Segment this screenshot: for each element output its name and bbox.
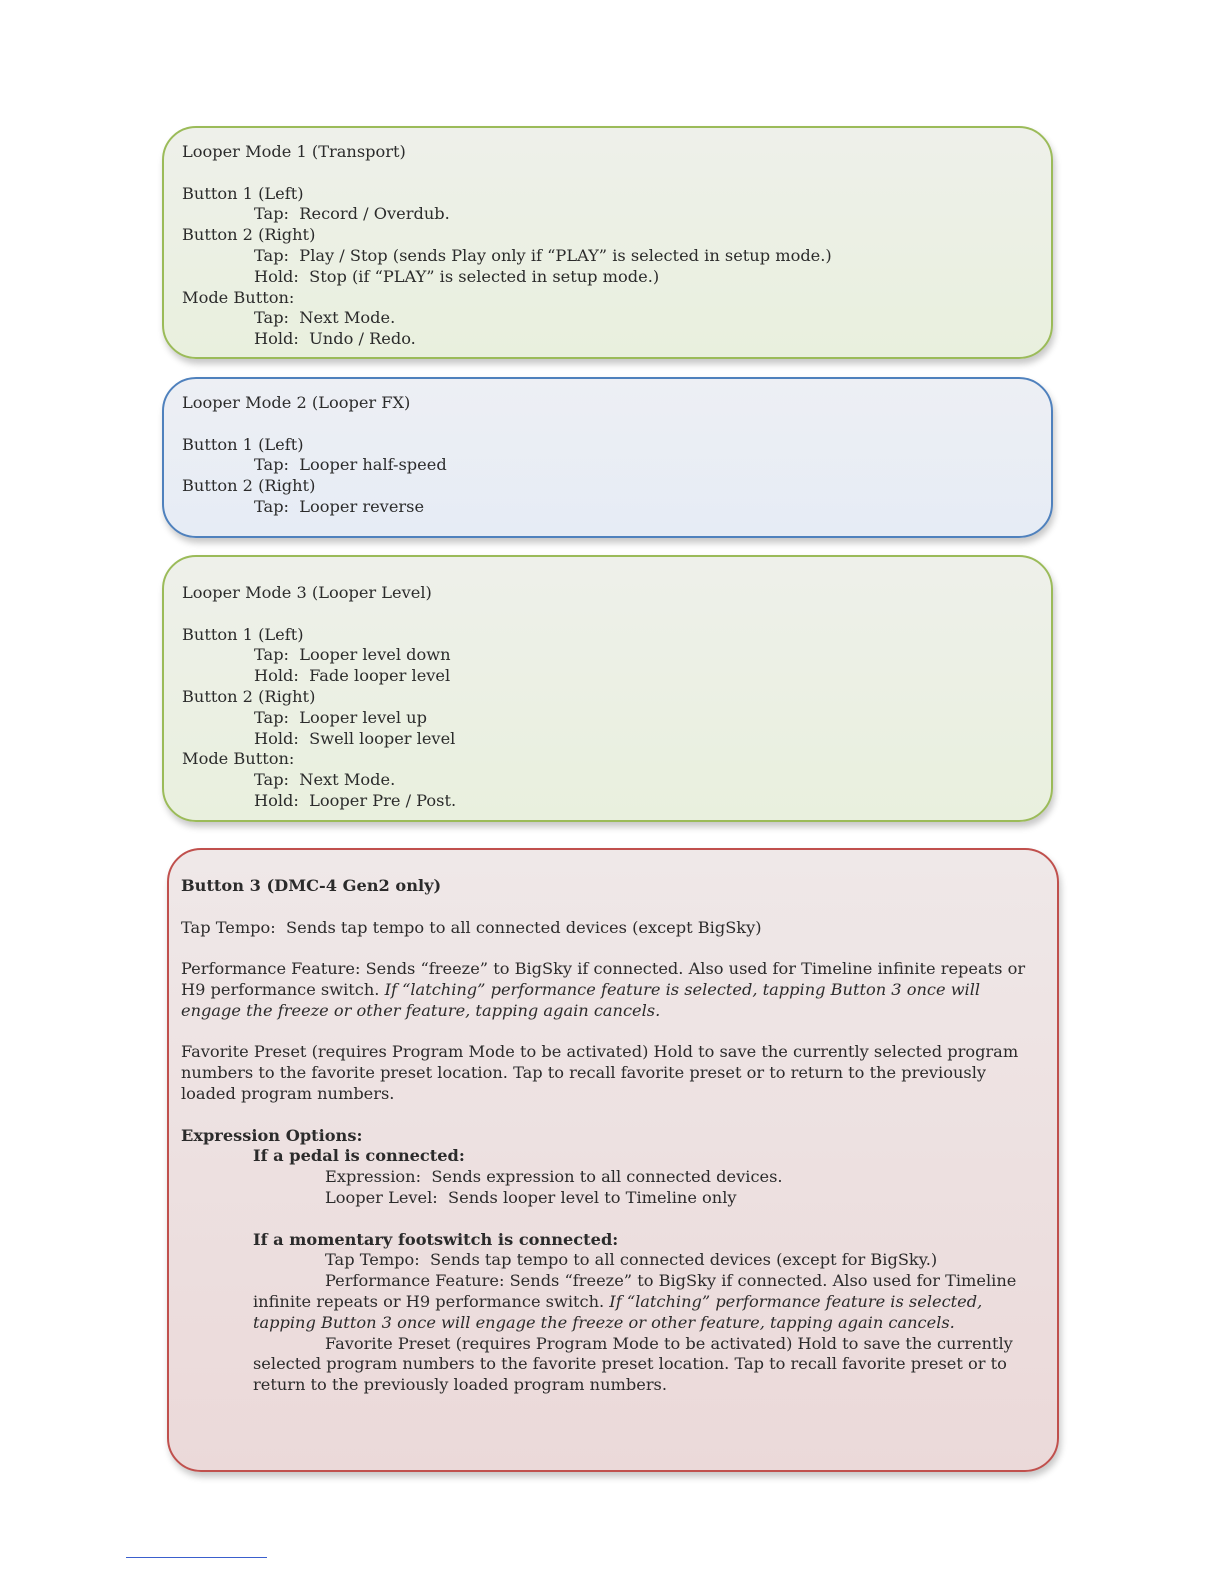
spacer bbox=[182, 163, 1033, 184]
spacer bbox=[181, 897, 1045, 918]
spacer bbox=[181, 1105, 1045, 1126]
mode-button-hold: Hold: Looper Pre / Post. bbox=[254, 790, 457, 810]
button-3-box bbox=[167, 848, 1059, 1472]
box-title: Looper Mode 1 (Transport) bbox=[182, 142, 406, 161]
button-2-hold: Hold: Swell looper level bbox=[254, 728, 456, 748]
button-1-hold: Hold: Fade looper level bbox=[254, 666, 451, 686]
mode-button-label: Mode Button: bbox=[182, 287, 295, 307]
pedal-expression-text: Expression: Sends expression to all connected devices. bbox=[325, 1167, 783, 1187]
button-2-label: Button 2 (Right) bbox=[182, 686, 316, 706]
pedal-looper-level-text: Looper Level: Sends looper level to Timeline only bbox=[325, 1187, 737, 1207]
button-1-label: Button 1 (Left) bbox=[182, 434, 304, 454]
box-title: Button 3 (DMC-4 Gen2 only) bbox=[181, 876, 442, 895]
spacer bbox=[181, 938, 1045, 959]
button-2-hold: Hold: Stop (if “PLAY” is selected in setup mode.) bbox=[254, 266, 660, 286]
expression-options-heading: Expression Options: bbox=[181, 1125, 363, 1145]
button-1-tap: Tap: Looper half-speed bbox=[254, 455, 447, 475]
footswitch-performance-normal: Performance Feature: Sends “freeze” to BigSky if connected. Also used for Timeline infinite repeats or H9 performance switch. bbox=[253, 1271, 1017, 1311]
performance-feature-text bbox=[181, 959, 1045, 1021]
looper-mode-1-box bbox=[162, 126, 1053, 359]
box-title: Looper Mode 2 (Looper FX) bbox=[182, 393, 411, 412]
mode-button-label: Mode Button: bbox=[182, 749, 295, 769]
looper-mode-2-box bbox=[162, 377, 1053, 538]
footswitch-performance-italic: If “latching” performance feature is selected, tapping Button 3 once will engage the freeze or other feature, tapping again cancels. bbox=[253, 1291, 983, 1332]
mode-button-hold: Hold: Undo / Redo. bbox=[254, 329, 416, 349]
mode-button-tap: Tap: Next Mode. bbox=[254, 308, 396, 328]
performance-feature-normal: Performance Feature: Sends “freeze” to BigSky if connected. Also used for Timeline infinite repeats or H9 performance switch. bbox=[181, 959, 1026, 999]
button-1-tap: Tap: Looper level down bbox=[254, 645, 451, 665]
spacer bbox=[182, 604, 1033, 625]
performance-feature-italic: If “latching” performance feature is selected, tapping Button 3 once will engage the freeze or other feature, tapping again cancels. bbox=[181, 979, 981, 1020]
spacer bbox=[181, 1022, 1045, 1043]
button-2-tap: Tap: Looper level up bbox=[254, 707, 427, 727]
footswitch-heading: If a momentary footswitch is connected: bbox=[253, 1229, 619, 1249]
button-2-label: Button 2 (Right) bbox=[182, 225, 316, 245]
pedal-heading: If a pedal is connected: bbox=[253, 1146, 465, 1166]
button-1-label: Button 1 (Left) bbox=[182, 624, 304, 644]
favorite-preset-text: Favorite Preset (requires Program Mode to be activated) Hold to save the currently selected program numbers to the favorite preset location. Tap to recall favorite preset or to return to the previously loaded program numbers. bbox=[181, 1042, 1019, 1103]
footswitch-favorite-text: Favorite Preset (requires Program Mode to be activated) Hold to save the currently selected program numbers to the favorite preset location. Tap to recall favorite preset or to return to the previously loaded program numbers. bbox=[253, 1333, 1013, 1395]
button-2-tap: Tap: Looper reverse bbox=[254, 496, 425, 516]
footswitch-tap-tempo-text: Tap Tempo: Sends tap tempo to all connected devices (except for BigSky.) bbox=[325, 1250, 938, 1270]
mode-button-tap: Tap: Next Mode. bbox=[254, 770, 396, 790]
box-title: Looper Mode 3 (Looper Level) bbox=[182, 583, 432, 602]
button-1-tap: Tap: Record / Overdub. bbox=[254, 204, 450, 224]
footnote-separator bbox=[126, 1557, 267, 1558]
spacer bbox=[182, 414, 1033, 435]
button-2-label: Button 2 (Right) bbox=[182, 476, 316, 496]
footswitch-performance-text bbox=[181, 1271, 1045, 1333]
tap-tempo-text: Tap Tempo: Sends tap tempo to all connected devices (except BigSky) bbox=[181, 917, 762, 937]
button-1-label: Button 1 (Left) bbox=[182, 183, 304, 203]
looper-mode-3-box bbox=[162, 555, 1053, 822]
button-2-tap: Tap: Play / Stop (sends Play only if “PLAY” is selected in setup mode.) bbox=[254, 245, 832, 265]
spacer bbox=[181, 1209, 1045, 1230]
